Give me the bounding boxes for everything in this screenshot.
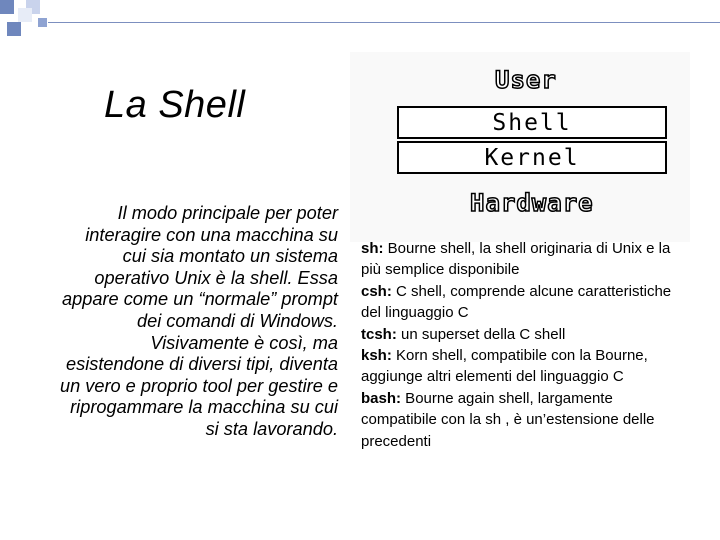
shell-types-list: [361, 238, 691, 452]
decorative-square: [18, 8, 32, 22]
shell-name: ksh:: [361, 347, 392, 365]
list-item: [361, 238, 691, 281]
decorative-square: [0, 0, 14, 14]
list-item: [361, 388, 691, 452]
shell-name: bash:: [361, 389, 402, 407]
header-rule: [48, 22, 720, 23]
hardware-layer-label: Hardware: [470, 189, 594, 217]
shell-name: csh:: [361, 282, 392, 300]
list-item: [361, 281, 691, 324]
shell-description: C shell, comprende alcune caratteristiche del linguaggio C: [361, 282, 672, 322]
shell-description: un superset della C shell: [396, 325, 566, 343]
slide-body-text: Il modo principale per poter interagire con una macchina su cui sia montato un sistema operativo Unix è la shell. Essa appare come un “normale” prompt dei comandi di Windows. Visivamente è così, ma esistendone di diversi tipi, diventa un vero e proprio tool per gestire e riprogammare la macchina su cui si sta lavorando.: [59, 203, 338, 439]
shell-name: sh:: [361, 240, 384, 257]
decorative-square: [38, 18, 47, 27]
shell-description: Bourne again shell, largamente compatibile con la sh , è un’estensione delle precedenti: [361, 389, 655, 450]
list-item: [361, 345, 691, 388]
kernel-layer-box: Kernel: [397, 141, 667, 174]
shell-description: Bourne shell, la shell originaria di Unix e la più semplice disponibile: [361, 240, 671, 279]
shell-layer-box: Shell: [397, 106, 667, 139]
list-item: [361, 324, 691, 345]
user-layer-label: User: [495, 66, 557, 94]
shell-description: Korn shell, compatibile con la Bourne, aggiunge altri elementi del linguaggio C: [361, 347, 648, 386]
slide-title: La Shell: [104, 84, 246, 126]
shell-layers-diagram: [350, 52, 690, 242]
decorative-square: [7, 22, 21, 36]
shell-name: tcsh:: [361, 325, 397, 343]
